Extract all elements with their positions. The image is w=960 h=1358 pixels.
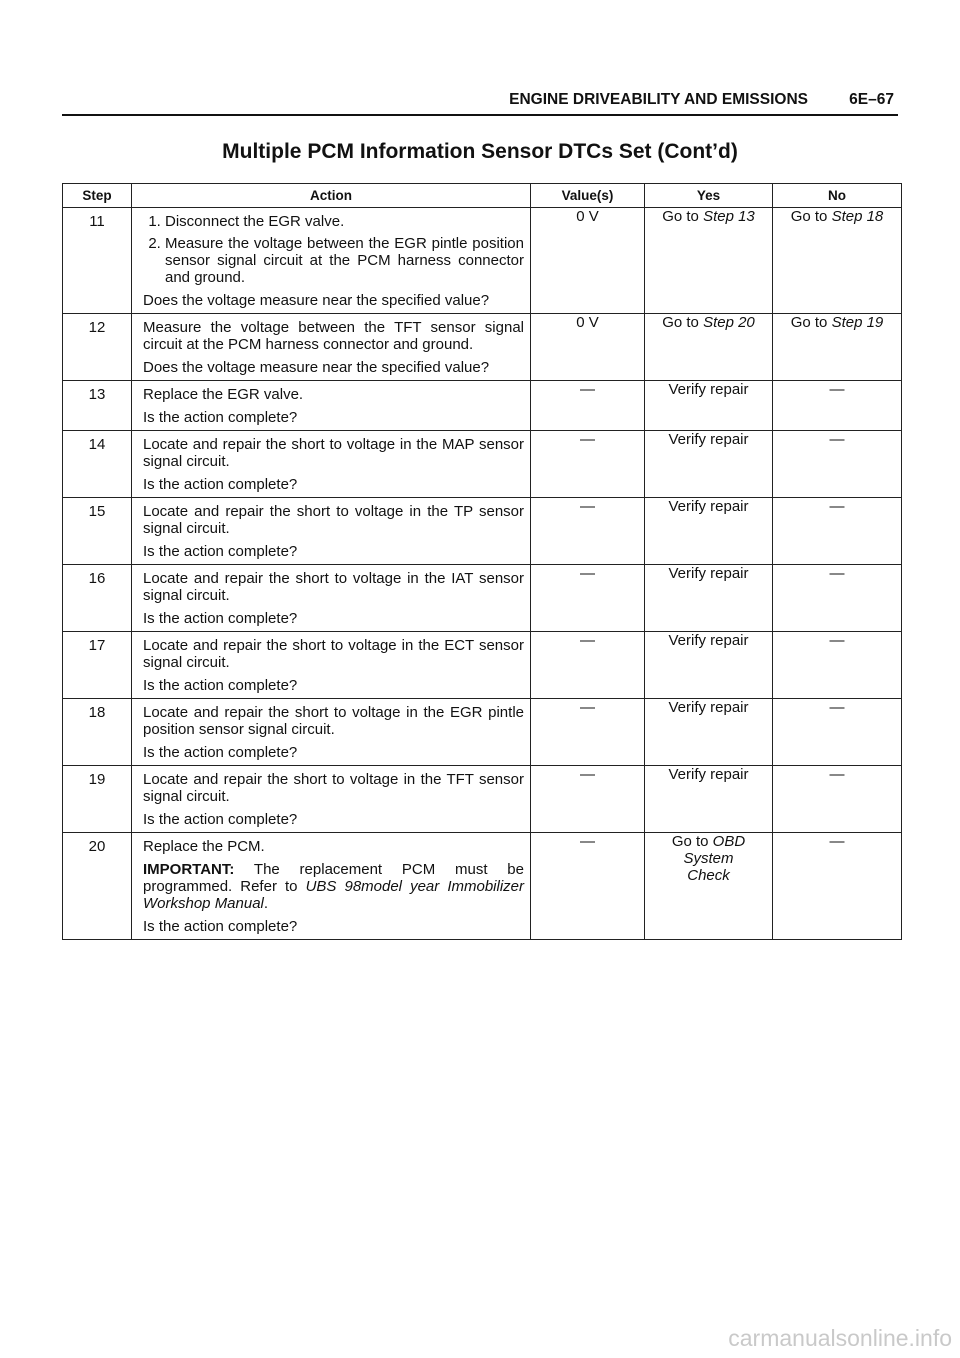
important-text: The replacement PCM must be programmed. Refer to [143, 861, 524, 895]
action-text: Replace the PCM. [143, 838, 265, 855]
step-number: 17 [63, 632, 132, 699]
action-text: Replace the EGR valve. [143, 386, 304, 403]
value-cell: — [531, 381, 645, 431]
important-note [143, 861, 524, 912]
action-question: Is the action complete? [143, 811, 298, 828]
table-row [63, 381, 902, 431]
diagnostic-table [62, 183, 902, 940]
step-number: 14 [63, 431, 132, 498]
no-cell: — [773, 565, 902, 632]
action-cell [132, 431, 531, 498]
action-question: Is the action complete? [143, 744, 298, 761]
yes-cell: Verify repair [645, 565, 773, 632]
action-text: Measure the voltage between the TFT sensor signal circuit at the PCM harness connector and ground. [143, 319, 524, 353]
page-header [62, 88, 898, 116]
action-cell [132, 632, 531, 699]
no-cell [773, 314, 902, 381]
yes-cell: Verify repair [645, 766, 773, 833]
no-cell [773, 208, 902, 314]
action-text: Locate and repair the short to voltage in the MAP sensor signal circuit. [143, 436, 524, 470]
step-reference: Step 19 [831, 314, 884, 331]
step-number: 11 [63, 208, 132, 314]
value-cell: — [531, 699, 645, 766]
action-cell [132, 565, 531, 632]
action-question: Does the voltage measure near the specified value? [143, 359, 490, 376]
step-number: 20 [63, 833, 132, 940]
no-cell: — [773, 431, 902, 498]
action-cell [132, 314, 531, 381]
action-list [143, 213, 524, 286]
step-reference: Step 13 [703, 208, 755, 225]
yes-cell: Verify repair [645, 699, 773, 766]
no-cell: — [773, 381, 902, 431]
goto-prefix: Go to [790, 208, 828, 225]
action-cell [132, 766, 531, 833]
table-row [63, 699, 902, 766]
table-row [63, 314, 902, 381]
yes-cell: Verify repair [645, 431, 773, 498]
value-cell: 0 V [531, 208, 645, 314]
step-number: 16 [63, 565, 132, 632]
no-cell: — [773, 833, 902, 940]
no-cell: — [773, 766, 902, 833]
value-cell: — [531, 632, 645, 699]
action-list-item: 2. Measure the voltage between the EGR pintle position sensor signal circuit at the PCM harness connector and ground. [165, 235, 524, 286]
step-reference: Step 18 [831, 208, 884, 225]
action-question: Is the action complete? [143, 610, 298, 627]
value-cell: — [531, 833, 645, 940]
col-header-action: Action [132, 184, 531, 208]
watermark: carmanualsonline.info [728, 1325, 952, 1351]
step-reference: Step 20 [703, 314, 755, 331]
action-text: Locate and repair the short to voltage in the TFT sensor signal circuit. [143, 771, 524, 805]
goto-prefix: Go to [662, 208, 699, 225]
value-cell: — [531, 766, 645, 833]
important-end: . [263, 895, 269, 912]
step-reference: OBD System Check [683, 833, 746, 884]
important-label: IMPORTANT: [143, 861, 235, 878]
action-text: Locate and repair the short to voltage in the IAT sensor signal circuit. [143, 570, 524, 604]
yes-cell [645, 208, 773, 314]
step-number: 13 [63, 381, 132, 431]
step-number: 19 [63, 766, 132, 833]
table-row [63, 766, 902, 833]
table-row [63, 208, 902, 314]
page-number: 6E–67 [849, 91, 894, 108]
action-text: Locate and repair the short to voltage in the TP sensor signal circuit. [143, 503, 524, 537]
action-cell [132, 833, 531, 940]
col-header-step: Step [63, 184, 132, 208]
col-header-yes: Yes [645, 184, 773, 208]
value-cell: — [531, 431, 645, 498]
yes-cell: Verify repair [645, 632, 773, 699]
action-question: Does the voltage measure near the specified value? [143, 292, 490, 309]
action-text: Locate and repair the short to voltage in the ECT sensor signal circuit. [143, 637, 524, 671]
step-number: 12 [63, 314, 132, 381]
goto-prefix: Go to [671, 833, 709, 850]
value-cell: — [531, 565, 645, 632]
action-question: Is the action complete? [143, 918, 298, 935]
action-cell [132, 381, 531, 431]
goto-prefix: Go to [790, 314, 828, 331]
table-row [63, 431, 902, 498]
manual-reference: UBS 98model year Immobilizer Workshop Manual [143, 878, 524, 912]
yes-cell: Verify repair [645, 498, 773, 565]
no-cell: — [773, 632, 902, 699]
table-row [63, 565, 902, 632]
step-number: 18 [63, 699, 132, 766]
yes-cell [645, 314, 773, 381]
no-cell: — [773, 498, 902, 565]
step-number: 15 [63, 498, 132, 565]
col-header-no: No [773, 184, 902, 208]
no-cell: — [773, 699, 902, 766]
action-list-item: 1. Disconnect the EGR valve. [165, 213, 524, 230]
table-row [63, 498, 902, 565]
action-question: Is the action complete? [143, 409, 298, 426]
table-header-row [63, 184, 902, 208]
yes-cell: Verify repair [645, 381, 773, 431]
action-question: Is the action complete? [143, 476, 298, 493]
action-question: Is the action complete? [143, 677, 298, 694]
table-row [63, 632, 902, 699]
yes-cell [645, 833, 773, 940]
action-cell [132, 208, 531, 314]
col-header-values: Value(s) [531, 184, 645, 208]
table-row [63, 833, 902, 940]
value-cell: 0 V [531, 314, 645, 381]
action-text: Locate and repair the short to voltage in the EGR pintle position sensor signal circuit. [143, 704, 524, 738]
action-question: Is the action complete? [143, 543, 298, 560]
value-cell: — [531, 498, 645, 565]
page-title: Multiple PCM Information Sensor DTCs Set (Cont’d) [222, 140, 738, 163]
action-cell [132, 699, 531, 766]
action-cell [132, 498, 531, 565]
section-title: ENGINE DRIVEABILITY AND EMISSIONS [509, 91, 808, 108]
goto-prefix: Go to [662, 314, 699, 331]
